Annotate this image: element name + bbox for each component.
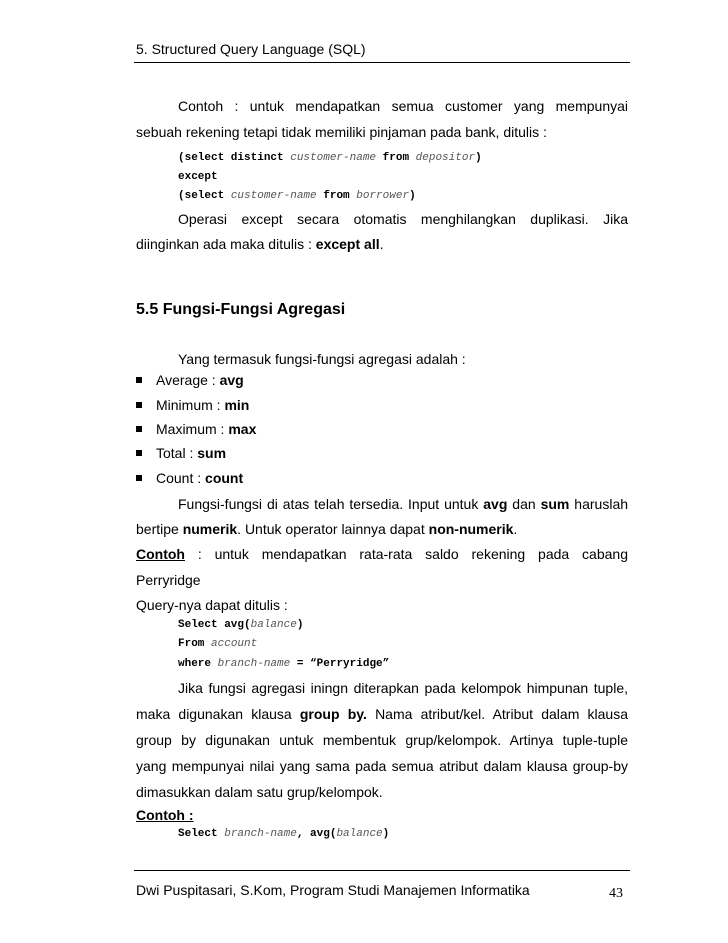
paragraph-line: Query-nya dapat ditulis : [136,597,288,613]
paragraph-line: Perryridge [136,572,201,588]
code-line: Select branch-name, avg(balance) [178,828,390,840]
paragraph-line: bertipe numerik. Untuk operator lainnya dapat non-numerik. [136,521,518,537]
example-label: Contoh [136,546,185,562]
footer-rule [134,870,630,871]
example-line: Contoh : untuk mendapatkan rata-rata saldo rekening pada cabang [136,546,628,562]
code-line: From account [178,638,258,650]
code-line: where branch-name = “Perryridge” [178,658,390,670]
code-line: except [178,171,218,183]
page-footer: Dwi Puspitasari, S.Kom, Program Studi Manajemen Informatika [136,882,530,898]
bullet-square-icon [136,377,142,383]
page-number: 43 [609,886,623,901]
paragraph-line: diinginkan ada maka ditulis : except all. [136,236,384,252]
paragraph-line: maka digunakan klausa group by. Nama atribut/kel. Atribut dalam klausa [136,706,628,722]
bullet-square-icon [136,475,142,481]
code-line: (select customer-name from borrower) [178,190,416,202]
bullet-square-icon [136,402,142,408]
page-header: 5. Structured Query Language (SQL) [136,41,366,57]
bullet-square-icon [136,450,142,456]
paragraph-line: Contoh : untuk mendapatkan semua customer yang mempunyai [178,98,628,114]
code-line: (select distinct customer-name from depositor) [178,152,482,164]
paragraph-line: sebuah rekening tetapi tidak memiliki pinjaman pada bank, ditulis : [136,124,547,140]
bullet-square-icon [136,426,142,432]
paragraph-line: Operasi except secara otomatis menghilangkan duplikasi. Jika [178,211,628,227]
section-heading: 5.5 Fungsi-Fungsi Agregasi [136,301,346,318]
code-line: Select avg(balance) [178,619,304,631]
example-label: Contoh : [136,807,194,823]
paragraph-line: group by digunakan untuk membentuk grup/kelompok. Artinya tuple-tuple [136,732,628,748]
paragraph-line: dimasukkan dalam satu grup/kelompok. [136,784,383,800]
paragraph-line: Jika fungsi agregasi iningn diterapkan pada kelompok himpunan tuple, [178,680,628,696]
paragraph-line: Fungsi-fungsi di atas telah tersedia. Input untuk avg dan sum haruslah [178,496,629,512]
example-line [136,806,628,824]
paragraph-line: Yang termasuk fungsi-fungsi agregasi adalah : [178,351,466,367]
header-rule [134,62,630,63]
paragraph-line: yang mempunyai nilai yang sama pada semua atribut dalam klausa group-by [136,758,628,774]
